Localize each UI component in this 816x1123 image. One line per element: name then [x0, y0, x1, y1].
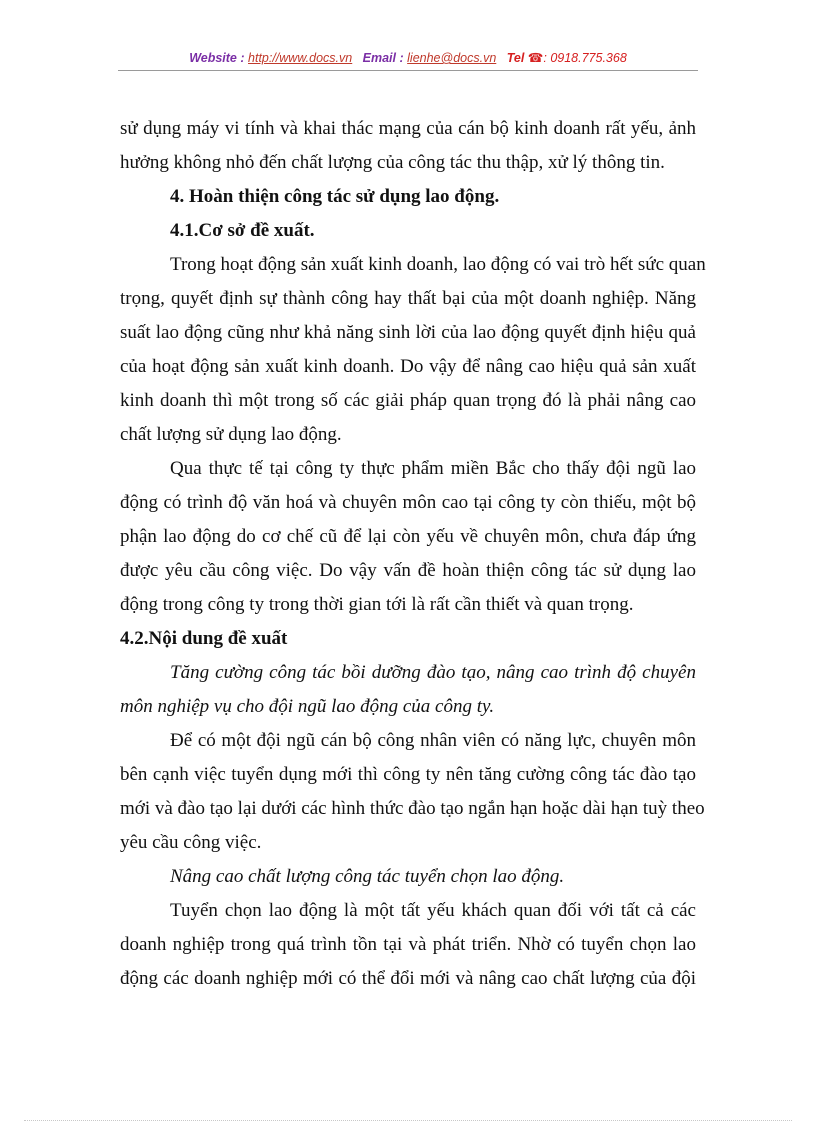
- email-label: Email :: [362, 51, 404, 65]
- text-line: kinh doanh thì một trong số các giải pháp quan trọng đó là phải nâng cao: [120, 390, 696, 411]
- text-line: sử dụng máy vi tính và khai thác mạng của cán bộ kinh doanh rất yếu, ảnh: [120, 118, 696, 139]
- text-line: suất lao động cũng như khả năng sinh lời của lao động quyết định hiệu quả: [120, 322, 696, 343]
- text-line: được yêu cầu công việc. Do vậy vấn đề hoàn thiện công tác sử dụng lao: [120, 560, 696, 581]
- italic-line: Nâng cao chất lượng công tác tuyển chọn lao động.: [170, 866, 565, 887]
- tel-label: Tel: [506, 51, 525, 65]
- text-line: Trong hoạt động sản xuất kinh doanh, lao động có vai trò hết sức quan: [170, 254, 706, 275]
- header-divider: [118, 70, 698, 71]
- text-line: động các doanh nghiệp mới có thể đổi mới và nâng cao chất lượng của đội: [120, 968, 696, 989]
- text-line: Để có một đội ngũ cán bộ công nhân viên có năng lực, chuyên môn: [170, 730, 696, 751]
- subsection-heading: 4.2.Nội dung đề xuất: [120, 628, 288, 649]
- telephone-icon: ☎: [527, 51, 544, 65]
- text-line: mới và đào tạo lại dưới các hình thức đào tạo ngắn hạn hoặc dài hạn tuỳ theo: [120, 798, 705, 819]
- text-line: phận lao động do cơ chế cũ để lại còn yếu về chuyên môn, chưa đáp ứng: [120, 526, 696, 547]
- page-header: [118, 50, 698, 65]
- document-body: [120, 112, 706, 996]
- text-line: động có trình độ văn hoá và chuyên môn cao tại công ty còn thiếu, một bộ: [120, 492, 696, 513]
- italic-line: môn nghiệp vụ cho đội ngũ lao động của công ty.: [120, 696, 495, 717]
- tel-number: : 0918.775.368: [543, 51, 627, 65]
- text-line: Qua thực tế tại công ty thực phẩm miền Bắc cho thấy đội ngũ lao: [170, 458, 696, 479]
- website-link[interactable]: http://www.docs.vn: [248, 51, 353, 65]
- text-line: hưởng không nhỏ đến chất lượng của công tác thu thập, xử lý thông tin.: [120, 152, 665, 173]
- footer-divider: [24, 1120, 792, 1121]
- subsection-heading: 4.1.Cơ sở đề xuất.: [170, 220, 315, 241]
- text-line: của hoạt động sản xuất kinh doanh. Do vậy để nâng cao hiệu quả sản xuất: [120, 356, 696, 377]
- section-heading: 4. Hoàn thiện công tác sử dụng lao động.: [170, 186, 500, 207]
- email-link[interactable]: lienhe@docs.vn: [407, 51, 497, 65]
- text-line: yêu cầu công việc.: [120, 832, 262, 853]
- text-line: bên cạnh việc tuyển dụng mới thì công ty nên tăng cường công tác đào tạo: [120, 764, 696, 785]
- text-line: động trong công ty trong thời gian tới là rất cần thiết và quan trọng.: [120, 594, 634, 615]
- text-line: doanh nghiệp trong quá trình tồn tại và phát triển. Nhờ có tuyển chọn lao: [120, 934, 696, 955]
- italic-line: Tăng cường công tác bồi dưỡng đào tạo, nâng cao trình độ chuyên: [170, 662, 696, 683]
- text-line: Tuyển chọn lao động là một tất yếu khách quan đối với tất cả các: [170, 900, 696, 921]
- text-line: trọng, quyết định sự thành công hay thất bại của một doanh nghiệp. Năng: [120, 288, 696, 309]
- website-label: Website :: [189, 51, 245, 65]
- text-line: chất lượng sử dụng lao động.: [120, 424, 342, 445]
